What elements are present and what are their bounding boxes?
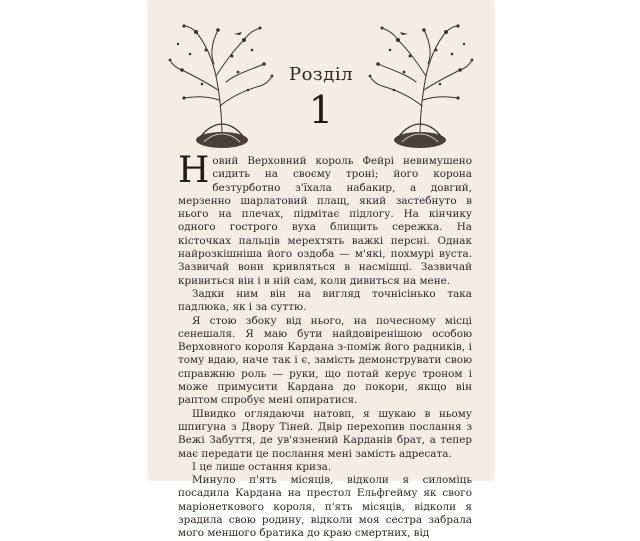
paragraph-4: Швидко оглядаючи натовп, я шукаю в ньому шпигуна з Двору Тіней. Двір перехопив послання з Вежі Забуття, де ув'язнений Карданів брат, а тепер має передати це послання мені замість адресата. xyxy=(178,407,472,460)
chapter-number: 1 xyxy=(308,88,334,132)
drop-cap: Н xyxy=(178,150,210,191)
paragraph-1-text: овий Верховний король Фейрі невимушено сидить на своєму троні; його корона безтурботно з'їхала набакир, а довгий, мерзенно шарлатовий плащ, який застебнуто в нього на плечах, підмітає підлогу. На кінчику одного гострого вуха блищить сережка. На кісточках пальців мерехтять важкі персні. Однак найрозкішніша його оздоба — м'які, похмурі вуста. Зазвичай вони кривляться в насмішці. Зазвичай кривиться він і в ній сам, коли дивиться на мене. xyxy=(178,155,472,287)
paragraph-2: Задки ним він на вигляд точнісінько така падлюка, як і за суттю. xyxy=(178,287,472,314)
chapter-body xyxy=(178,150,472,541)
paragraph-5: І це лише остання криза. xyxy=(192,460,332,473)
paragraph-3: Я стою збоку від нього, на почесному місці сенешаля. Я маю бути найдовіренішою особою Верховного короля Кардана з-поміж його радників, і тому вдаю, наче так і є, замість демонструвати свою справжню роль — руки, що потай керує троном і може примусити Кардана до покори, якщо він раптом спробує мені опиратися. xyxy=(178,314,472,407)
coral-ornament-right-icon xyxy=(364,20,476,152)
book-page xyxy=(148,0,494,540)
paragraph-1 xyxy=(178,150,472,288)
chapter-heading: Розділ xyxy=(288,64,354,85)
paragraph-6: Минуло п'ять місяців, відколи я силоміць посадила Кардана на престол Ельфгейму як свого маріонеткового короля, п'ять місяців, відколи я зрадила свою родину, відколи моя сестра забрала мого меншого братика до краю смертних, від xyxy=(178,474,472,540)
coral-ornament-left-icon xyxy=(166,20,278,152)
